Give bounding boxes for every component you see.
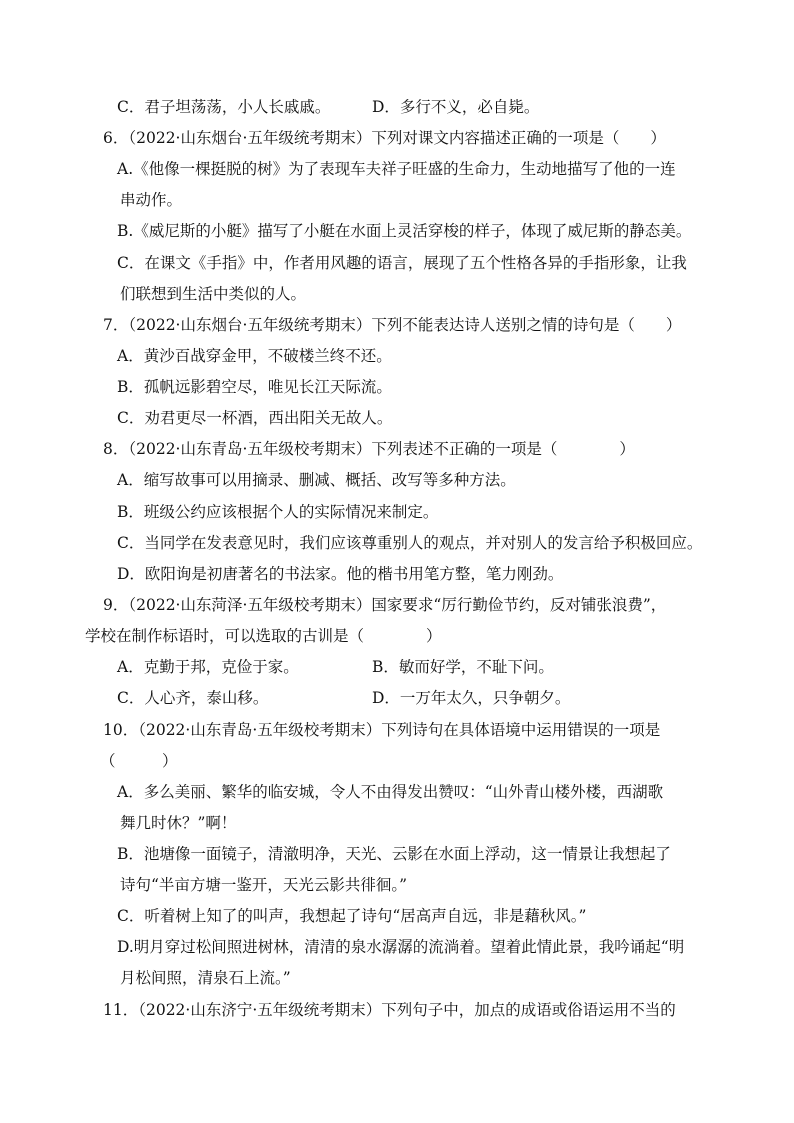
q9-stem-line1: 9．（2022·山东菏泽·五年级校考期末）国家要求“厉行勤俭节约，反对铺张浪费”， (103, 596, 667, 614)
q9-option-a: A．克勤于邦，克俭于家。 (117, 658, 299, 676)
q6-option-a-line2: 串动作。 (120, 191, 183, 209)
q10-option-c: C．听着树上知了的叫声，我想起了诗句“居高声自远，非是藉秋风。” (117, 907, 587, 925)
q8-option-a: A．缩写故事可以用摘录、删减、概括、改写等多种方法。 (117, 471, 516, 489)
q10-option-d-line2: 月松间照，清泉石上流。” (120, 969, 291, 987)
q8-option-d: D．欧阳询是初唐著名的书法家。他的楷书用笔方整，笔力刚劲。 (117, 565, 564, 583)
q6-option-c-line1: C．在课文《手指》中，作者用风趣的语言，展现了五个性格各异的手指形象，让我 (117, 254, 687, 272)
q10-option-d-line1: D.明月穿过松间照进树林，清清的泉水潺潺的流淌着。望着此情此景，我吟诵起“明 (117, 938, 685, 956)
q10-stem-line2: （ ） (100, 752, 178, 770)
q9-option-d: D．一万年太久，只争朝夕。 (372, 689, 571, 707)
q9-stem-line2: 学校在制作标语时，可以选取的古训是（ ） (85, 627, 442, 645)
q5-option-d: D．多行不义，必自毙。 (372, 98, 540, 116)
q7-option-b: B．孤帆远影碧空尽，唯见长江天际流。 (117, 378, 392, 396)
q7-option-a: A．黄沙百战穿金甲，不破楼兰终不还。 (117, 347, 392, 365)
q10-option-a-line2: 舞几时休？”啊！ (120, 814, 237, 832)
q6-option-a-line1: A.《他像一棵挺脱的树》为了表现车夫祥子旺盛的生命力，生动地描写了他的一连 (117, 160, 676, 178)
q7-stem: 7．（2022·山东烟台·五年级统考期末）下列不能表达诗人送别之情的诗句是（ ） (103, 316, 682, 334)
q9-option-c: C．人心齐，泰山移。 (117, 689, 269, 707)
q6-option-b: B.《威尼斯的小艇》描写了小艇在水面上灵活穿梭的样子，体现了威尼斯的静态美。 (117, 222, 692, 240)
q5-option-c: C．君子坦荡荡，小人长戚戚。 (117, 98, 331, 116)
q10-stem-line1: 10．（2022·山东青岛·五年级校考期末）下列诗句在具体语境中运用错误的一项是 (103, 721, 661, 739)
q8-stem: 8．（2022·山东青岛·五年级校考期末）下列表述不正确的一项是（ ） (103, 440, 635, 458)
q8-option-c: C．当同学在发表意见时，我们应该尊重别人的观点，并对别人的发言给予积极回应。 (117, 534, 703, 552)
q10-option-a-line1: A．多么美丽、繁华的临安城，令人不由得发出赞叹：“山外青山楼外楼，西湖歌 (117, 783, 664, 801)
q6-stem: 6．（2022·山东烟台·五年级统考期末）下列对课文内容描述正确的一项是（ ） (103, 129, 666, 147)
q10-option-b-line1: B．池塘像一面镜子，清澈明净，天光、云影在水面上浮动，这一情景让我想起了 (117, 845, 671, 863)
q7-option-c: C．劝君更尽一杯酒，西出阳关无故人。 (117, 409, 393, 427)
q9-option-b: B．敏而好学，不耻下问。 (372, 658, 554, 676)
q8-option-b: B．班级公约应该根据个人的实际情况来制定。 (117, 503, 439, 521)
q11-stem-line1: 11．（2022·山东济宁·五年级统考期末）下列句子中，加点的成语或俗语运用不当的 (103, 1001, 676, 1019)
q10-option-b-line2: 诗句“半亩方塘一鉴开，天光云影共徘徊。” (120, 876, 408, 894)
q6-option-c-line2: 们联想到生活中类似的人。 (120, 285, 307, 303)
